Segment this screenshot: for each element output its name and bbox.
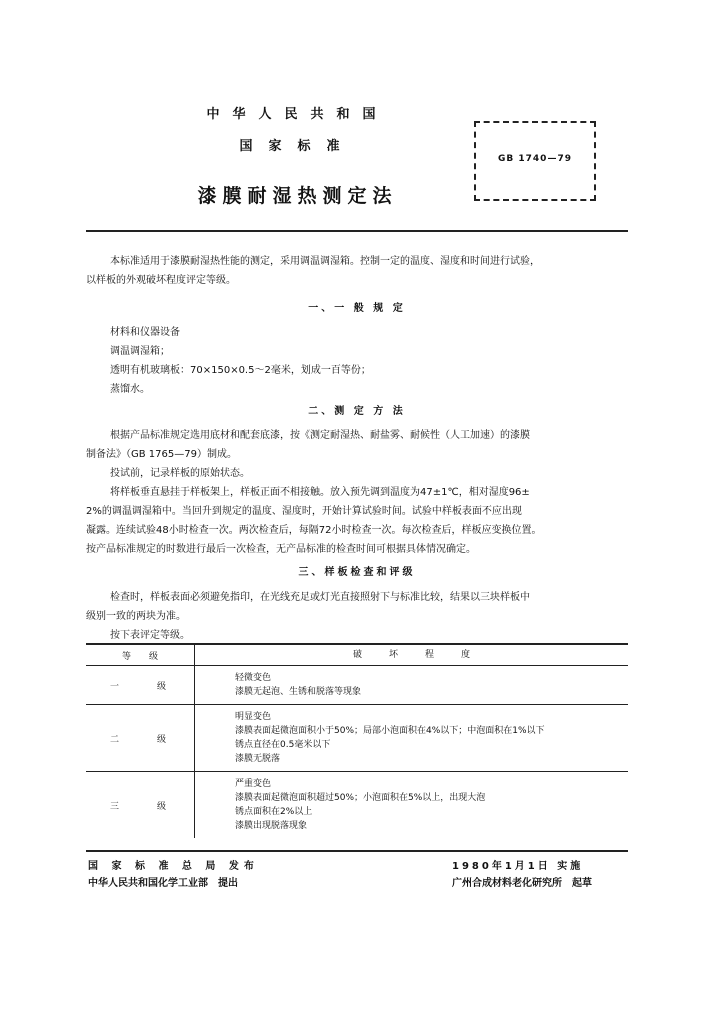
section1-item: 蒸馏水。 [110, 384, 150, 395]
level-cell [86, 705, 195, 772]
table-row [86, 666, 628, 705]
document-title: 漆膜耐湿热测定法 [197, 185, 398, 207]
desc-line: 漆膜表面起微泡面积小于50%；局部小泡面积在4%以下；中泡面积在1%以下 [235, 726, 545, 736]
section1-item: 调温调湿箱； [110, 346, 170, 357]
section1-item: 材料和仪器设备 [110, 327, 180, 338]
level-unit: 级 [157, 681, 167, 692]
section1-item: 透明有机玻璃板：70×150×0.5～2毫米，划成一百等份； [110, 365, 371, 376]
section1-heading: 一、一 般 规 定 [308, 303, 406, 314]
header-level: 等 级 [86, 644, 195, 666]
footer-issuer: 国 家 标 准 总 局 发布 [88, 861, 259, 872]
standard-code: GB 1740—79 [498, 154, 572, 164]
section2-paragraph: 凝露。连续试验48小时检查一次。两次检查后，每隔72小时检查一次。每次检查后，样板应变换位置。 [86, 525, 542, 536]
footer-effective-date: 1980年1月1日 实施 [452, 861, 584, 872]
footer-proposer: 中华人民共和国化学工业部 提出 [88, 878, 238, 889]
section2-heading: 二、测 定 方 法 [308, 406, 406, 417]
desc-line: 锈点面积在2%以上 [235, 807, 313, 817]
desc-line: 严重变色 [235, 779, 272, 789]
desc-line: 漆膜表面起微泡面积超过50%；小泡面积在5%以上，出现大泡 [235, 793, 486, 803]
top-rule [86, 230, 628, 232]
country-heading: 中华人民共和国 [206, 107, 389, 122]
level-num: 二 [110, 734, 120, 745]
intro-line-2: 以样板的外观破坏程度评定等级。 [86, 275, 236, 286]
section2-paragraph: 制备法》（GB 1765—79）制成。 [86, 449, 237, 460]
section2-paragraph: 2%的调温调湿箱中。当回升到规定的温度、湿度时，开始计算试验时间。试验中样板表面不应出现 [86, 506, 522, 517]
desc-line: 明显变色 [235, 712, 272, 722]
standard-type-heading: 国家标准 [239, 139, 356, 154]
level-cell [86, 666, 195, 705]
section2-paragraph: 根据产品标准规定选用底材和配套底漆，按《测定耐湿热、耐盐雾、耐候性（人工加速）的漆膜 [110, 430, 530, 441]
grading-table [86, 643, 628, 838]
table-row [86, 772, 628, 839]
section3-paragraph: 检查时，样板表面必须避免指印，在光线充足或灯光直接照射下与标准比较，结果以三块样板中 [110, 592, 530, 603]
table-row [86, 705, 628, 772]
footer-drafter: 广州合成材料老化研究所 起草 [452, 878, 592, 889]
intro-line-1: 本标准适用于漆膜耐湿热性能的测定，采用调温调湿箱。控制一定的温度、湿度和时间进行试验， [110, 256, 540, 267]
section2-paragraph: 将样板垂直悬挂于样板架上，样板正面不相接触。放入预先调到温度为47±1℃，相对湿度96± [110, 487, 530, 498]
header-desc: 破 坏 程 度 [195, 644, 629, 666]
desc-line: 漆膜无脱落 [235, 754, 281, 764]
level-unit: 级 [157, 801, 167, 812]
level-unit: 级 [157, 734, 167, 745]
level-num: 三 [110, 801, 120, 812]
desc-line: 漆膜无起泡、生锈和脱落等现象 [235, 687, 362, 697]
desc-line: 锈点直径在0.5毫米以下 [235, 740, 331, 750]
desc-cell [195, 772, 629, 839]
level-cell [86, 772, 195, 839]
desc-cell [195, 666, 629, 705]
section3-paragraph: 级别一致的两块为准。 [86, 611, 186, 622]
desc-line: 漆膜出现脱落现象 [235, 821, 308, 831]
section2-paragraph: 按产品标准规定的时数进行最后一次检查，无产品标准的检查时间可根据具体情况确定。 [86, 544, 476, 555]
footer-rule [86, 850, 628, 852]
section3-heading: 三、样板检查和评级 [298, 567, 416, 578]
desc-cell [195, 705, 629, 772]
section3-paragraph: 按下表评定等级。 [110, 630, 190, 641]
level-num: 一 [110, 681, 120, 692]
section2-paragraph: 投试前，记录样板的原始状态。 [110, 468, 250, 479]
table-header-row [86, 644, 628, 666]
standard-code-box [474, 121, 596, 201]
desc-line: 轻微变色 [235, 673, 272, 683]
